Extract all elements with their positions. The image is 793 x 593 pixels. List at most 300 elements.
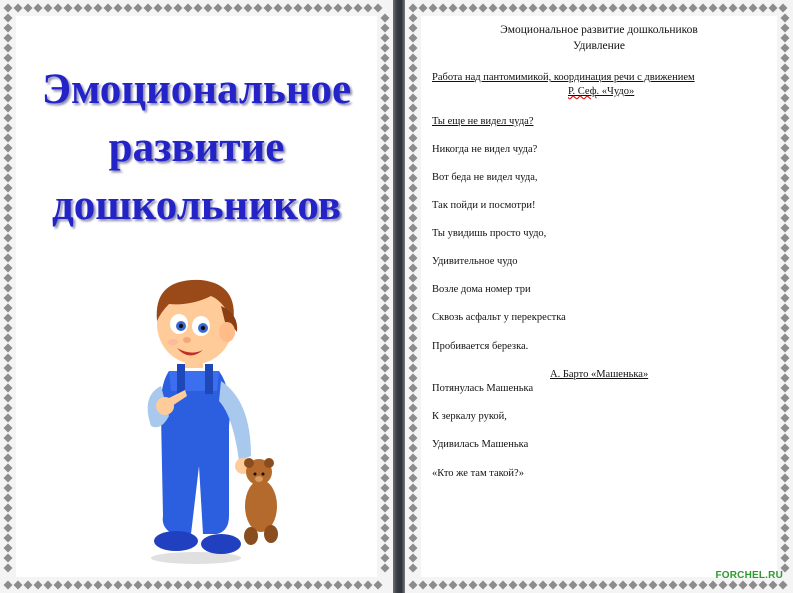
- border-diamond: [314, 581, 323, 590]
- border-diamond: [781, 454, 790, 463]
- border-diamond: [781, 554, 790, 563]
- border-diamond: [4, 544, 13, 553]
- border-diamond: [519, 4, 528, 13]
- border-diamond: [489, 581, 498, 590]
- border-diamond: [381, 104, 390, 113]
- border-diamond: [781, 414, 790, 423]
- border-diamond: [781, 304, 790, 313]
- border-diamond: [781, 394, 790, 403]
- border-diamond: [4, 214, 13, 223]
- border-diamond: [639, 581, 648, 590]
- border-diamond: [194, 581, 203, 590]
- border-diamond: [4, 34, 13, 43]
- border-diamond: [599, 581, 608, 590]
- border-diamond: [409, 284, 418, 293]
- border-diamond: [94, 4, 103, 13]
- source-1: [568, 86, 634, 97]
- border-diamond: [409, 314, 418, 323]
- border-diamond: [519, 581, 528, 590]
- border-diamond: [344, 4, 353, 13]
- border-diamond: [254, 581, 263, 590]
- border-diamond: [274, 4, 283, 13]
- border-diamond: [419, 4, 428, 13]
- border-diamond: [409, 484, 418, 493]
- border-diamond: [781, 154, 790, 163]
- border-diamond: [781, 104, 790, 113]
- border-diamond: [759, 4, 768, 13]
- border-diamond: [469, 4, 478, 13]
- border-diamond: [381, 224, 390, 233]
- border-diamond: [409, 184, 418, 193]
- border-diamond: [381, 34, 390, 43]
- border-diamond: [334, 4, 343, 13]
- border-diamond: [779, 581, 788, 590]
- poem-2-line: Удивилась Машенька: [432, 439, 529, 450]
- border-diamond: [4, 164, 13, 173]
- border-diamond: [409, 374, 418, 383]
- border-diamond: [409, 214, 418, 223]
- border-diamond: [194, 4, 203, 13]
- border-diamond: [781, 324, 790, 333]
- border-diamond: [409, 54, 418, 63]
- border-diamond: [781, 164, 790, 173]
- border-diamond: [214, 4, 223, 13]
- border-diamond: [409, 164, 418, 173]
- border-diamond: [709, 581, 718, 590]
- border-diamond: [381, 54, 390, 63]
- border-diamond: [34, 4, 43, 13]
- border-diamond: [4, 134, 13, 143]
- border-diamond: [4, 534, 13, 543]
- border-diamond: [114, 581, 123, 590]
- border-diamond: [409, 254, 418, 263]
- border-diamond: [781, 84, 790, 93]
- border-diamond: [409, 474, 418, 483]
- border-diamond: [409, 64, 418, 73]
- border-diamond: [4, 114, 13, 123]
- border-diamond: [381, 354, 390, 363]
- border-diamond: [4, 254, 13, 263]
- border-diamond: [154, 581, 163, 590]
- border-diamond: [599, 4, 608, 13]
- poem-1-line: Пробивается березка.: [432, 341, 529, 352]
- border-diamond: [4, 504, 13, 513]
- border-diamond: [114, 4, 123, 13]
- border-diamond: [334, 581, 343, 590]
- border-diamond: [381, 274, 390, 283]
- poem-1-line: Ты увидишь просто чудо,: [432, 228, 547, 239]
- border-diamond: [549, 581, 558, 590]
- border-diamond: [781, 194, 790, 203]
- border-diamond: [381, 134, 390, 143]
- border-diamond: [381, 564, 390, 573]
- border-diamond: [409, 194, 418, 203]
- poem-1-line: Удивительное чудо: [432, 256, 518, 267]
- border-diamond: [639, 4, 648, 13]
- border-diamond: [679, 581, 688, 590]
- border-diamond: [459, 4, 468, 13]
- border-diamond: [781, 114, 790, 123]
- page-divider: [393, 0, 405, 593]
- border-diamond: [459, 581, 468, 590]
- border-diamond: [559, 581, 568, 590]
- border-diamond: [689, 4, 698, 13]
- border-diamond: [381, 204, 390, 213]
- border-diamond: [381, 464, 390, 473]
- border-diamond: [74, 4, 83, 13]
- border-diamond: [381, 444, 390, 453]
- border-diamond: [381, 124, 390, 133]
- border-diamond: [234, 581, 243, 590]
- cover-page: [0, 0, 393, 593]
- border-diamond: [739, 4, 748, 13]
- border-diamond: [4, 334, 13, 343]
- border-diamond: [4, 554, 13, 563]
- border-diamond: [314, 4, 323, 13]
- border-diamond: [409, 204, 418, 213]
- border-diamond: [381, 344, 390, 353]
- border-diamond: [4, 104, 13, 113]
- source-2: А. Барто «Машенька»: [550, 369, 649, 380]
- border-diamond: [164, 4, 173, 13]
- border-diamond: [429, 4, 438, 13]
- border-diamond: [781, 334, 790, 343]
- border-diamond: [781, 14, 790, 23]
- border-diamond: [381, 374, 390, 383]
- cover-title-line-3: дошкольников: [52, 182, 341, 229]
- border-diamond: [294, 581, 303, 590]
- border-diamond: [409, 104, 418, 113]
- border-diamond: [409, 444, 418, 453]
- border-diamond: [244, 581, 253, 590]
- border-diamond: [781, 144, 790, 153]
- border-diamond: [204, 581, 213, 590]
- border-diamond: [381, 264, 390, 273]
- border-diamond: [214, 581, 223, 590]
- border-diamond: [381, 304, 390, 313]
- border-diamond: [124, 581, 133, 590]
- border-diamond: [549, 4, 558, 13]
- border-diamond: [409, 581, 418, 590]
- border-diamond: [659, 581, 668, 590]
- border-diamond: [409, 14, 418, 23]
- border-diamond: [539, 581, 548, 590]
- border-diamond: [409, 74, 418, 83]
- border-diamond: [409, 494, 418, 503]
- border-diamond: [54, 581, 63, 590]
- border-diamond: [709, 4, 718, 13]
- border-diamond: [374, 581, 383, 590]
- border-diamond: [409, 44, 418, 53]
- border-diamond: [529, 581, 538, 590]
- border-diamond: [669, 581, 678, 590]
- border-diamond: [469, 581, 478, 590]
- border-diamond: [409, 394, 418, 403]
- border-diamond: [381, 74, 390, 83]
- border-diamond: [409, 434, 418, 443]
- border-diamond: [364, 4, 373, 13]
- border-diamond: [589, 581, 598, 590]
- border-diamond: [381, 504, 390, 513]
- border-diamond: [4, 44, 13, 53]
- border-diamond: [409, 264, 418, 273]
- border-diamond: [274, 581, 283, 590]
- border-diamond: [381, 404, 390, 413]
- border-diamond: [779, 4, 788, 13]
- poem-1-line: Ты еще не видел чуда?: [432, 116, 534, 127]
- border-diamond: [84, 4, 93, 13]
- border-diamond: [439, 581, 448, 590]
- border-diamond: [324, 4, 333, 13]
- border-diamond: [669, 4, 678, 13]
- border-diamond: [4, 374, 13, 383]
- border-diamond: [94, 581, 103, 590]
- border-diamond: [409, 424, 418, 433]
- border-diamond: [589, 4, 598, 13]
- border-diamond: [104, 4, 113, 13]
- border-diamond: [4, 154, 13, 163]
- border-diamond: [409, 354, 418, 363]
- text-content: [421, 16, 777, 577]
- border-diamond: [409, 464, 418, 473]
- border-diamond: [781, 534, 790, 543]
- border-diamond: [4, 64, 13, 73]
- border-diamond: [304, 581, 313, 590]
- border-diamond: [64, 581, 73, 590]
- border-diamond: [479, 581, 488, 590]
- border-diamond: [781, 494, 790, 503]
- border-diamond: [739, 581, 748, 590]
- border-diamond: [144, 4, 153, 13]
- border-diamond: [569, 581, 578, 590]
- border-diamond: [4, 524, 13, 533]
- border-diamond: [781, 284, 790, 293]
- doc-heading: Эмоциональное развитие дошкольников: [500, 24, 698, 36]
- border-diamond: [381, 474, 390, 483]
- boy-with-teddy-bear-illustration: [121, 266, 291, 566]
- border-diamond: [124, 4, 133, 13]
- border-diamond: [381, 244, 390, 253]
- border-diamond: [409, 4, 418, 13]
- border-diamond: [409, 94, 418, 103]
- border-diamond: [409, 544, 418, 553]
- border-diamond: [729, 4, 738, 13]
- border-diamond: [529, 4, 538, 13]
- border-diamond: [409, 244, 418, 253]
- border-diamond: [164, 581, 173, 590]
- border-diamond: [409, 334, 418, 343]
- border-diamond: [74, 581, 83, 590]
- border-diamond: [4, 514, 13, 523]
- border-diamond: [409, 524, 418, 533]
- border-diamond: [4, 354, 13, 363]
- border-diamond: [4, 414, 13, 423]
- border-diamond: [374, 4, 383, 13]
- border-diamond: [781, 364, 790, 373]
- border-diamond: [409, 34, 418, 43]
- border-diamond: [699, 581, 708, 590]
- task-description: Работа над пантомимикой, координация речи с движением: [432, 72, 695, 83]
- border-diamond: [409, 114, 418, 123]
- border-diamond: [781, 504, 790, 513]
- border-diamond: [284, 581, 293, 590]
- border-diamond: [184, 4, 193, 13]
- border-diamond: [781, 544, 790, 553]
- border-diamond: [781, 184, 790, 193]
- border-diamond: [4, 434, 13, 443]
- border-diamond: [381, 164, 390, 173]
- border-diamond: [381, 454, 390, 463]
- border-diamond: [569, 4, 578, 13]
- border-diamond: [409, 124, 418, 133]
- border-diamond: [409, 24, 418, 33]
- border-diamond: [24, 4, 33, 13]
- cover-title-line-2: развитие: [108, 124, 285, 171]
- border-diamond: [409, 144, 418, 153]
- border-diamond: [699, 4, 708, 13]
- border-diamond: [509, 4, 518, 13]
- poem-1-line: Сквозь асфальт у перекрестка: [432, 312, 566, 323]
- border-diamond: [4, 144, 13, 153]
- border-diamond: [409, 554, 418, 563]
- border-diamond: [719, 581, 728, 590]
- border-diamond: [649, 4, 658, 13]
- border-diamond: [781, 54, 790, 63]
- border-diamond: [579, 4, 588, 13]
- poem-1-line: Вот беда не видел чуда,: [432, 172, 538, 183]
- border-diamond: [4, 564, 13, 573]
- border-diamond: [729, 581, 738, 590]
- border-diamond: [204, 4, 213, 13]
- border-diamond: [4, 581, 13, 590]
- border-diamond: [381, 184, 390, 193]
- border-diamond: [381, 114, 390, 123]
- border-diamond: [381, 234, 390, 243]
- border-diamond: [769, 581, 778, 590]
- border-diamond: [154, 4, 163, 13]
- border-diamond: [44, 581, 53, 590]
- border-diamond: [381, 254, 390, 263]
- border-diamond: [4, 464, 13, 473]
- border-diamond: [781, 314, 790, 323]
- border-diamond: [381, 414, 390, 423]
- border-diamond: [304, 4, 313, 13]
- border-diamond: [4, 234, 13, 243]
- border-diamond: [781, 264, 790, 273]
- border-diamond: [449, 4, 458, 13]
- border-diamond: [409, 534, 418, 543]
- border-diamond: [4, 24, 13, 33]
- border-diamond: [294, 4, 303, 13]
- border-diamond: [381, 424, 390, 433]
- border-diamond: [14, 4, 23, 13]
- border-diamond: [4, 54, 13, 63]
- border-diamond: [4, 184, 13, 193]
- border-diamond: [409, 174, 418, 183]
- cover-content: [16, 16, 377, 577]
- border-diamond: [4, 204, 13, 213]
- border-diamond: [4, 174, 13, 183]
- border-diamond: [409, 234, 418, 243]
- border-diamond: [781, 424, 790, 433]
- border-diamond: [4, 284, 13, 293]
- border-diamond: [184, 581, 193, 590]
- border-diamond: [381, 284, 390, 293]
- border-diamond: [769, 4, 778, 13]
- border-diamond: [781, 224, 790, 233]
- border-diamond: [174, 581, 183, 590]
- border-diamond: [381, 154, 390, 163]
- border-diamond: [781, 74, 790, 83]
- border-diamond: [781, 434, 790, 443]
- doc-subheading: Удивление: [572, 40, 626, 52]
- border-diamond: [499, 4, 508, 13]
- border-diamond: [689, 581, 698, 590]
- border-diamond: [781, 24, 790, 33]
- border-diamond: [781, 214, 790, 223]
- border-diamond: [719, 4, 728, 13]
- watermark-logo: FORCHEL.RU: [715, 570, 783, 581]
- border-diamond: [4, 194, 13, 203]
- border-diamond: [781, 44, 790, 53]
- border-diamond: [4, 294, 13, 303]
- border-diamond: [629, 4, 638, 13]
- border-diamond: [4, 224, 13, 233]
- border-diamond: [409, 304, 418, 313]
- border-diamond: [24, 581, 33, 590]
- border-diamond: [409, 224, 418, 233]
- border-diamond: [381, 214, 390, 223]
- border-diamond: [381, 94, 390, 103]
- border-diamond: [781, 374, 790, 383]
- poem-1-line: Никогда не видел чуда?: [432, 144, 538, 155]
- border-diamond: [381, 544, 390, 553]
- border-diamond: [284, 4, 293, 13]
- border-diamond: [559, 4, 568, 13]
- border-diamond: [4, 4, 13, 13]
- border-diamond: [409, 84, 418, 93]
- border-diamond: [104, 581, 113, 590]
- border-diamond: [629, 581, 638, 590]
- border-diamond: [4, 494, 13, 503]
- border-diamond: [659, 4, 668, 13]
- border-diamond: [781, 234, 790, 243]
- border-diamond: [4, 364, 13, 373]
- border-diamond: [449, 581, 458, 590]
- border-diamond: [381, 384, 390, 393]
- border-diamond: [409, 364, 418, 373]
- border-diamond: [381, 64, 390, 73]
- border-diamond: [4, 454, 13, 463]
- border-diamond: [4, 484, 13, 493]
- border-diamond: [244, 4, 253, 13]
- border-diamond: [4, 424, 13, 433]
- border-diamond: [781, 514, 790, 523]
- border-diamond: [381, 14, 390, 23]
- border-diamond: [4, 124, 13, 133]
- border-diamond: [4, 404, 13, 413]
- border-diamond: [781, 134, 790, 143]
- border-diamond: [649, 581, 658, 590]
- border-diamond: [54, 4, 63, 13]
- border-diamond: [234, 4, 243, 13]
- border-diamond: [381, 484, 390, 493]
- border-diamond: [619, 4, 628, 13]
- border-diamond: [4, 394, 13, 403]
- border-diamond: [4, 304, 13, 313]
- border-diamond: [781, 34, 790, 43]
- border-diamond: [781, 464, 790, 473]
